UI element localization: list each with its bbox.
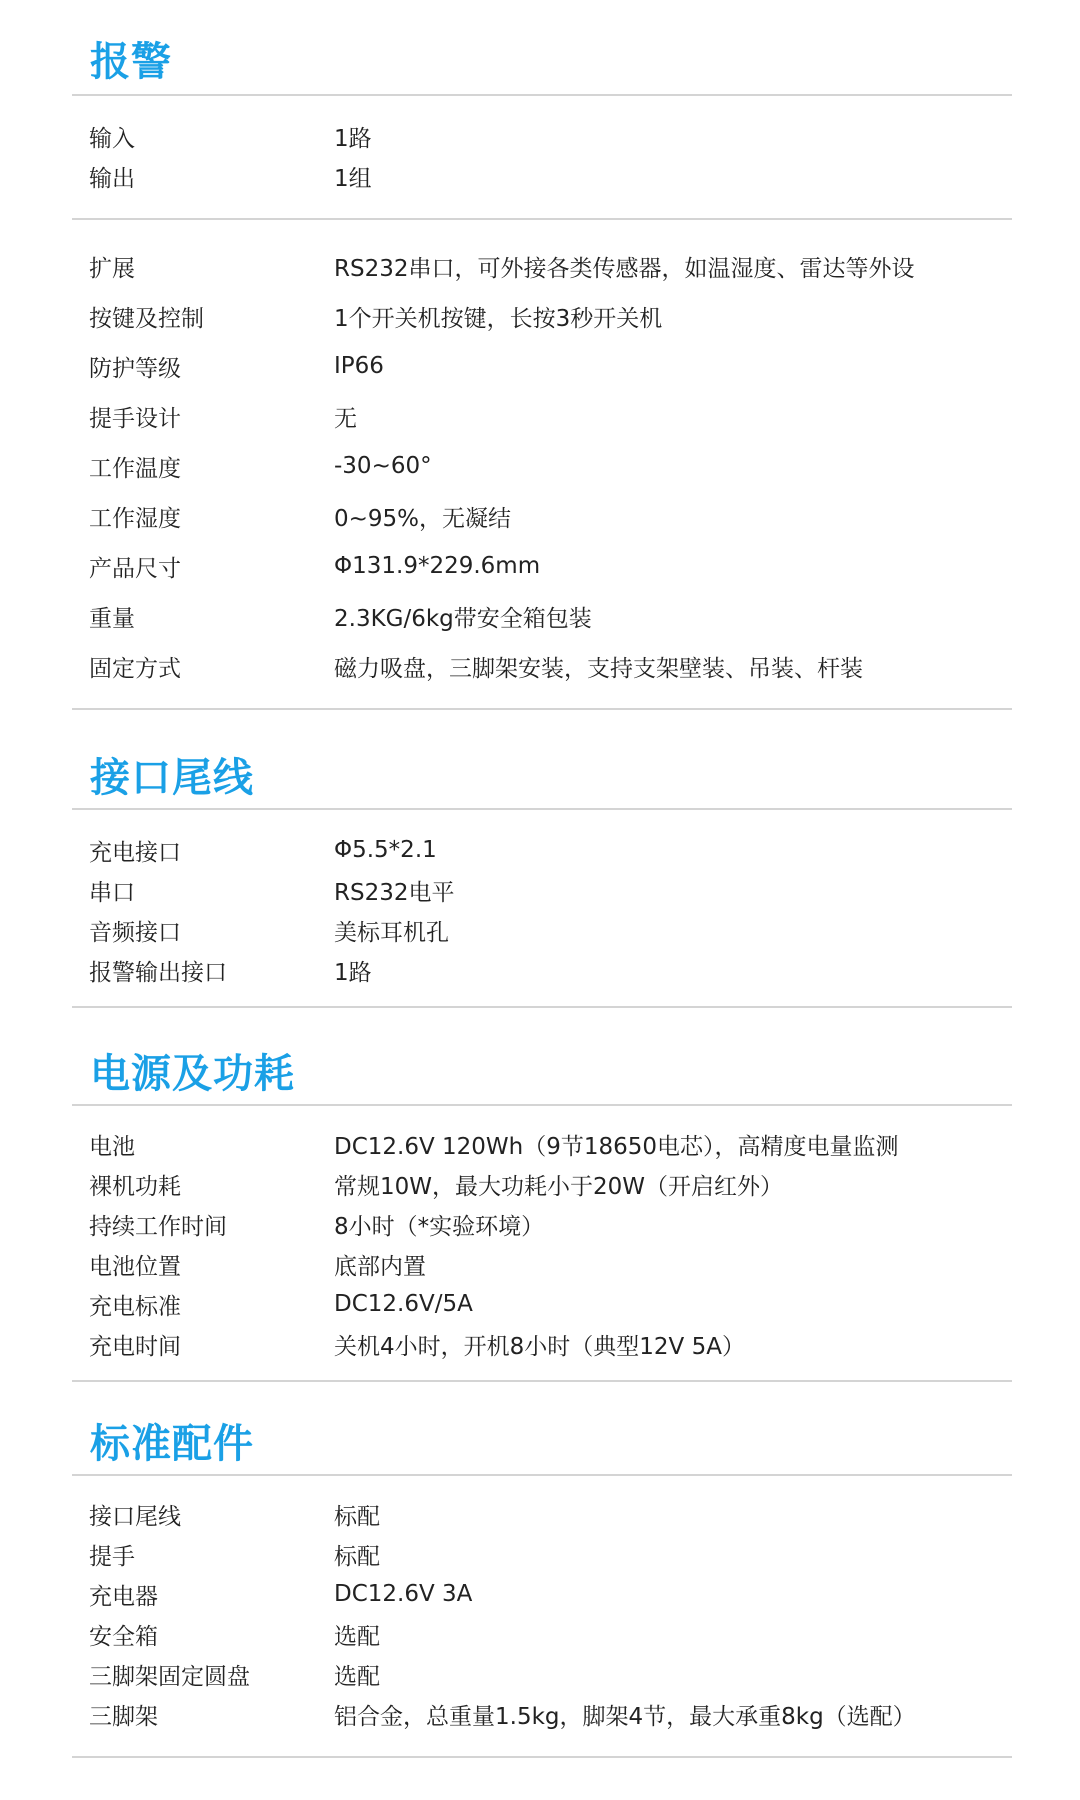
spec-row xyxy=(0,396,1080,436)
spec-label: 音频接口 xyxy=(89,919,181,946)
spec-label: 提手设计 xyxy=(89,405,181,432)
spec-label: 串口 xyxy=(89,879,135,906)
spec-label: 重量 xyxy=(89,605,135,632)
spec-row xyxy=(0,1574,1080,1614)
spec-row xyxy=(0,1284,1080,1324)
spec-value: 常规10W，最大功耗小于20W（开启红外） xyxy=(334,1173,784,1200)
spec-label: 充电接口 xyxy=(89,839,181,866)
spec-label: 电池位置 xyxy=(89,1253,181,1280)
spec-value: 铝合金，总重量1.5kg，脚架4节，最大承重8kg（选配） xyxy=(334,1703,916,1730)
section-title-alarm: 报警 xyxy=(90,39,172,85)
spec-row xyxy=(0,446,1080,486)
spec-label: 输入 xyxy=(89,125,135,152)
spec-row xyxy=(0,1124,1080,1164)
divider xyxy=(72,708,1012,710)
spec-row xyxy=(0,1164,1080,1204)
divider xyxy=(72,808,1012,810)
spec-row xyxy=(0,1654,1080,1694)
spec-value: 标配 xyxy=(334,1543,380,1570)
spec-label: 三脚架固定圆盘 xyxy=(89,1663,250,1690)
spec-row xyxy=(0,646,1080,686)
spec-row xyxy=(0,950,1080,990)
spec-label: 防护等级 xyxy=(89,355,181,382)
spec-label: 安全箱 xyxy=(89,1623,158,1650)
spec-label: 输出 xyxy=(89,165,135,192)
spec-value: Φ5.5*2.1 xyxy=(334,837,437,863)
spec-label: 提手 xyxy=(89,1543,135,1570)
spec-label: 按键及控制 xyxy=(89,305,204,332)
spec-value: DC12.6V 120Wh（9节18650电芯），高精度电量监测 xyxy=(334,1133,899,1160)
spec-row xyxy=(0,116,1080,156)
spec-row xyxy=(0,156,1080,196)
spec-label: 固定方式 xyxy=(89,655,181,682)
spec-value: 1路 xyxy=(334,959,372,986)
spec-row xyxy=(0,870,1080,910)
spec-value: 1路 xyxy=(334,125,372,152)
section-title-power: 电源及功耗 xyxy=(90,1051,295,1097)
spec-label: 产品尺寸 xyxy=(89,555,181,582)
spec-value: 无 xyxy=(334,405,357,432)
spec-row xyxy=(0,1244,1080,1284)
section-title-accessories: 标准配件 xyxy=(90,1421,254,1467)
divider xyxy=(72,1006,1012,1008)
spec-value: 选配 xyxy=(334,1663,380,1690)
spec-value: 选配 xyxy=(334,1623,380,1650)
spec-label: 报警输出接口 xyxy=(89,959,227,986)
divider xyxy=(72,1756,1012,1758)
spec-row xyxy=(0,596,1080,636)
spec-row xyxy=(0,1694,1080,1734)
spec-row xyxy=(0,910,1080,950)
spec-row xyxy=(0,1494,1080,1534)
spec-row xyxy=(0,546,1080,586)
spec-value: DC12.6V 3A xyxy=(334,1581,473,1607)
spec-value: 标配 xyxy=(334,1503,380,1530)
spec-value: IP66 xyxy=(334,353,384,379)
spec-value: DC12.6V/5A xyxy=(334,1291,473,1317)
spec-label: 接口尾线 xyxy=(89,1503,181,1530)
spec-label: 裸机功耗 xyxy=(89,1173,181,1200)
spec-label: 三脚架 xyxy=(89,1703,158,1730)
spec-value: 美标耳机孔 xyxy=(334,919,449,946)
spec-row xyxy=(0,1534,1080,1574)
divider xyxy=(72,1380,1012,1382)
spec-value: 2.3KG/6kg带安全箱包装 xyxy=(334,605,592,632)
section-title-interface: 接口尾线 xyxy=(90,755,254,801)
spec-value: 0~95%，无凝结 xyxy=(334,505,512,532)
spec-value: 8小时（*实验环境） xyxy=(334,1213,545,1240)
spec-row xyxy=(0,346,1080,386)
spec-row xyxy=(0,296,1080,336)
spec-value: 磁力吸盘，三脚架安装，支持支架壁装、吊装、杆装 xyxy=(334,655,863,682)
divider xyxy=(72,1104,1012,1106)
spec-value: -30~60° xyxy=(334,453,432,479)
divider xyxy=(72,1474,1012,1476)
spec-row xyxy=(0,1324,1080,1364)
divider xyxy=(72,94,1012,96)
spec-row xyxy=(0,246,1080,286)
spec-row xyxy=(0,1614,1080,1654)
spec-value: 1个开关机按键，长按3秒开关机 xyxy=(334,305,663,332)
spec-value: Φ131.9*229.6mm xyxy=(334,553,541,579)
spec-value: RS232电平 xyxy=(334,879,455,906)
spec-label: 充电标准 xyxy=(89,1293,181,1320)
spec-row xyxy=(0,830,1080,870)
spec-row xyxy=(0,496,1080,536)
spec-label: 充电器 xyxy=(89,1583,158,1610)
spec-row xyxy=(0,1204,1080,1244)
spec-value: 底部内置 xyxy=(334,1253,426,1280)
spec-label: 充电时间 xyxy=(89,1333,181,1360)
spec-label: 电池 xyxy=(89,1133,135,1160)
spec-value: 关机4小时，开机8小时（典型12V 5A） xyxy=(334,1333,745,1360)
spec-label: 工作温度 xyxy=(89,455,181,482)
spec-label: 工作湿度 xyxy=(89,505,181,532)
spec-value: RS232串口，可外接各类传感器，如温湿度、雷达等外设 xyxy=(334,255,915,282)
spec-label: 持续工作时间 xyxy=(89,1213,227,1240)
spec-label: 扩展 xyxy=(89,255,135,282)
spec-value: 1组 xyxy=(334,165,372,192)
divider xyxy=(72,218,1012,220)
